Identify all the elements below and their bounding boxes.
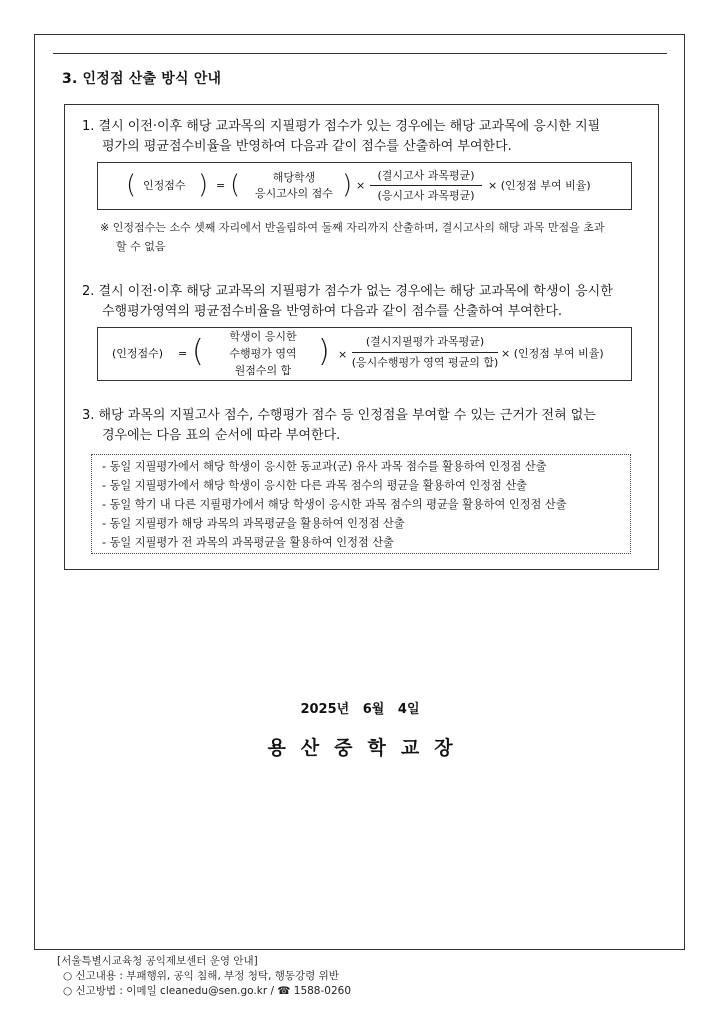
- formula-1-close-paren: ): [198, 170, 209, 200]
- formula-2-term-close-paren: ): [318, 334, 330, 369]
- item-2-line-1: 2. 결시 이전·이후 해당 교과목의 지필평가 점수가 없는 경우에는 해당 교과목에 학생이 응시한: [82, 284, 613, 299]
- item-1-note: [100, 218, 604, 256]
- item-2-line-2: 수행평가영역의 평균점수비율을 반영하여 다음과 같이 점수를 산출하여 부여한다.: [102, 304, 563, 319]
- formula-1-times: ×: [356, 179, 366, 192]
- formula-1-open-paren: (: [126, 170, 137, 200]
- footer-report-content: ○ 신고내용 : 부패행위, 공익 침해, 부정 청탁, 행동강령 위반: [63, 970, 339, 982]
- item-1-text: [82, 117, 600, 157]
- order-item: - 동일 지필평가에서 해당 학생이 응시한 다른 과목 점수의 평균을 활용하여 인정점 산출: [102, 479, 527, 492]
- formula-2-term-line-3: 원점수의 합: [234, 364, 292, 377]
- formula-1-equals: =: [216, 179, 226, 192]
- top-divider: [53, 53, 667, 54]
- formula-2-tail: × (인정점 부여 비율): [501, 347, 604, 360]
- formula-1-fraction-bar: [370, 185, 482, 186]
- item-1-line-1: 1. 결시 이전·이후 해당 교과목의 지필평가 점수가 있는 경우에는 해당 교과목에 응시한 지필: [82, 119, 601, 134]
- section-title: 3. 인정점 산출 방식 안내: [62, 71, 222, 87]
- footer-notice: [57, 954, 351, 999]
- formula-1-term-line-2: 응시고사의 점수: [255, 187, 333, 200]
- formula-2-fraction-bar: [352, 352, 498, 353]
- formula-2-term-open-paren: (: [192, 334, 204, 369]
- formula-1-term-line-1: 해당학생: [272, 171, 316, 184]
- formula-2-denominator: (응시수행평가 영역 평균의 합): [351, 356, 499, 369]
- order-item: - 동일 지필평가 전 과목의 과목평균을 활용하여 인정점 산출: [102, 536, 394, 549]
- footer-report-method: ○ 신고방법 : 이메일 cleanedu@sen.go.kr / ☎ 1588-0260: [63, 985, 351, 997]
- item-3-line-1: 3. 해당 과목의 지필고사 점수, 수행평가 점수 등 인정점을 부여할 수 있는 근거가 전혀 없는: [82, 408, 596, 423]
- item-3-line-2: 경우에는 다음 표의 순서에 따라 부여한다.: [102, 428, 341, 443]
- order-item: - 동일 지필평가 해당 과목의 과목평균을 활용하여 인정점 산출: [102, 517, 405, 530]
- formula-1-term-close-paren: ): [342, 170, 353, 200]
- formula-2-box: [97, 327, 632, 381]
- order-item: - 동일 학기 내 다른 지필평가에서 해당 학생이 응시한 과목 점수의 평균을 활용하여 인정점 산출: [102, 498, 567, 511]
- item-1-note-line-2: 할 수 없음: [116, 240, 166, 253]
- formula-1-numerator: (결시고사 과목평균): [377, 169, 475, 182]
- formula-1-lhs: 인정점수: [143, 179, 186, 192]
- order-item: - 동일 지필평가에서 해당 학생이 응시한 동교과(군) 유사 과목 점수를 활용하여 인정점 산출: [102, 460, 547, 473]
- item-2-text: [82, 282, 613, 322]
- formula-2-numerator: (결시지필평가 과목평균): [365, 335, 485, 348]
- item-1-note-line-1: ※ 인정점수는 소수 셋째 자리에서 반올림하여 둘째 자리까지 산출하며, 결시고사의 해당 과목 만점을 초과: [100, 221, 605, 234]
- order-list-box: [91, 454, 631, 554]
- formula-2-lhs: (인정점수): [112, 347, 164, 360]
- formula-1-term-open-paren: (: [230, 170, 241, 200]
- issue-date: 2025년 6월 4일: [300, 702, 420, 717]
- formula-1-box: [97, 162, 632, 210]
- formula-1-tail: × (인정점 부여 비율): [488, 179, 591, 192]
- school-principal-signature: 용산중학교장: [267, 737, 468, 759]
- footer-title: [서울특별시교육청 공익제보센터 운영 안내]: [57, 955, 258, 967]
- formula-2-term-line-1: 학생이 응시한: [229, 330, 297, 343]
- formula-1-denominator: (응시고사 과목평균): [377, 189, 475, 202]
- item-3-text: [82, 406, 596, 446]
- formula-2-term-line-2: 수행평가 영역: [229, 347, 297, 360]
- item-1-line-2: 평가의 평균점수비율을 반영하여 다음과 같이 점수를 산출하여 부여한다.: [102, 139, 512, 154]
- formula-2-times: ×: [338, 348, 348, 361]
- formula-2-equals: =: [178, 347, 188, 360]
